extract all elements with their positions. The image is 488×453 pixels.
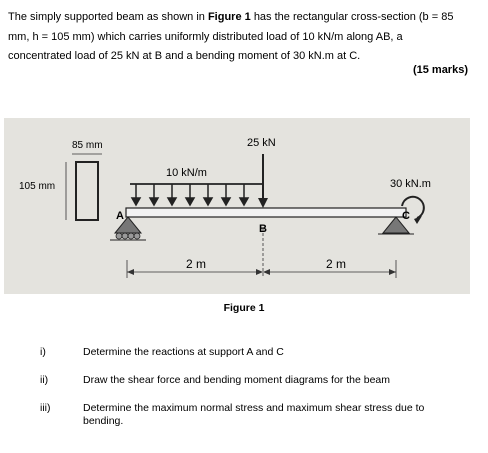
question-3-text: Determine the maximum normal stress and maximum shear stress due to bending. xyxy=(83,402,425,427)
udl-label: 10 kN/m xyxy=(166,167,207,179)
marks-label: (15 marks) xyxy=(412,64,468,76)
width-label: 85 mm xyxy=(72,140,103,151)
problem-statement xyxy=(8,8,470,67)
span-bc-label: 2 m xyxy=(326,257,347,271)
point-b-label: B xyxy=(259,223,267,235)
question-2 xyxy=(40,374,460,388)
point-load-label: 25 kN xyxy=(247,137,276,149)
dim-arrow-a xyxy=(127,269,134,275)
cross-section-rectangle xyxy=(76,162,98,220)
intro-line-2: mm, h = 105 mm) which carries uniformly distributed load of 10 kN/m along AB, a xyxy=(8,30,403,43)
span-ab-label: 2 m xyxy=(186,257,207,271)
figure-reference: Figure 1 xyxy=(207,11,251,23)
point-a-label: A xyxy=(116,210,124,222)
intro-line-3: concentrated load of 25 kN at B and a bending moment of 30 kN.m at C. xyxy=(8,50,361,62)
figure-caption: Figure 1 xyxy=(223,302,265,314)
question-2-number: ii) xyxy=(40,374,49,386)
height-label: 105 mm xyxy=(19,181,56,192)
roller-wheels-a xyxy=(116,233,140,239)
beam-diagram xyxy=(4,118,470,294)
beam xyxy=(126,208,406,217)
point-load-arrowhead xyxy=(258,198,268,208)
dim-arrow-c xyxy=(389,269,396,275)
dim-arrow-b-right xyxy=(263,269,270,275)
dim-arrow-b-left xyxy=(256,269,263,275)
question-3-number: iii) xyxy=(40,402,51,414)
question-3 xyxy=(40,402,470,430)
question-1-number: i) xyxy=(40,346,46,358)
point-c-label: C xyxy=(402,210,410,222)
udl-arrows xyxy=(132,184,248,205)
question-1-text: Determine the reactions at support A and C xyxy=(83,346,284,358)
intro-line-1: The simply supported beam as shown in Figure 1 has the rectangular cross-section (b = 85 xyxy=(8,11,454,23)
question-1 xyxy=(40,346,460,360)
question-2-text: Draw the shear force and bending moment diagrams for the beam xyxy=(83,374,390,386)
moment-label: 30 kN.m xyxy=(390,178,431,190)
beam-figure xyxy=(4,118,470,294)
